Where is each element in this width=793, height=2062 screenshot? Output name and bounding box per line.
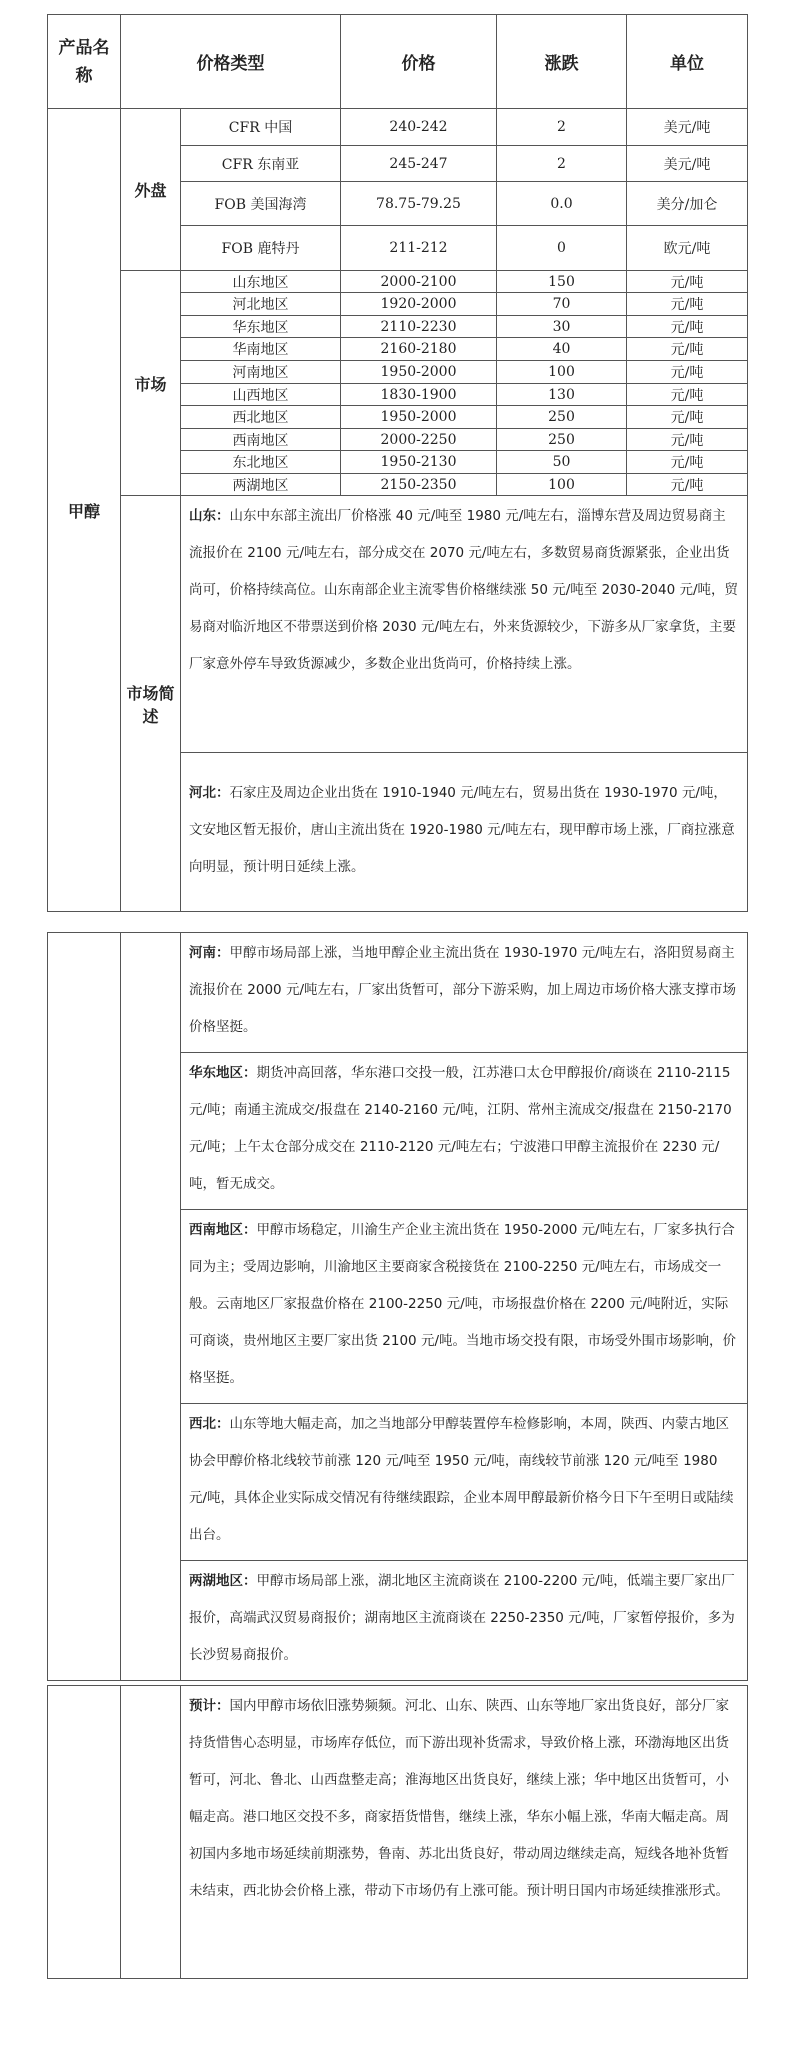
region-text: 国内甲醇市场依旧涨势频频。河北、山东、陕西、山东等地厂家出货良好，部分厂家持货惜售心态明显，市场库存低位，而下游出现补货需求，导致价格上涨，环渤海地区出货暂可，河北、鲁北、山西盘整走高；淮海地区出货良好，继续上涨；华中地区出货暂可，小幅走高。港口地区交投不多，商家捂货惜售，继续上涨，华东小幅上涨，华南大幅走高。周初国内多地市场延续前期涨势，鲁南、苏北出货良好，带动周边继续走高，短线各地补货暂未结束，西北协会价格上涨，带动下市场仍有上涨可能。预计明日国内市场延续推涨形式。 <box>189 1698 729 1899</box>
table-row <box>48 496 748 753</box>
cell-unit: 元/吨 <box>627 271 748 293</box>
table-row <box>48 271 748 293</box>
cell-unit: 美元/吨 <box>627 146 748 182</box>
cell-unit: 元/吨 <box>627 451 748 474</box>
cell-type: 河南地区 <box>181 361 341 384</box>
product-label: 甲醇 <box>48 109 121 912</box>
table-row <box>48 1686 748 1979</box>
brief-section-xibei <box>181 1404 748 1561</box>
cell-unit: 元/吨 <box>627 406 748 429</box>
cell-change: 130 <box>497 384 627 406</box>
cell-unit: 元/吨 <box>627 429 748 451</box>
external-label: 外盘 <box>121 109 181 271</box>
region-label: 山东： <box>189 508 230 524</box>
cell-type: 西南地区 <box>181 429 341 451</box>
region-label: 预计： <box>189 1698 230 1714</box>
cell-price: 2000-2250 <box>341 429 497 451</box>
cell-change: 150 <box>497 271 627 293</box>
cell-type: 两湖地区 <box>181 474 341 496</box>
cell-change: 100 <box>497 474 627 496</box>
cell-unit: 元/吨 <box>627 293 748 316</box>
cell-change: 40 <box>497 338 627 361</box>
cell-unit: 美分/加仑 <box>627 182 748 226</box>
table-header-row <box>48 15 748 109</box>
table-row <box>48 933 748 1053</box>
forecast-section <box>181 1686 748 1979</box>
region-text: 山东等地大幅走高，加之当地部分甲醇装置停车检修影响，本周，陕西、内蒙古地区协会甲醇价格北线较节前涨 120 元/吨至 1950 元/吨，南线较节前涨 120 元/吨至 1980 元/吨，具体企业实际成交情况有待继续跟踪，企业本周甲醇最新价格今日下午至明日或陆续出台。 <box>189 1416 734 1543</box>
region-text: 甲醇市场稳定，川渝生产企业主流出货在 1950-2000 元/吨左右，厂家多执行合同为主；受周边影响，川渝地区主要商家含税接货在 2100-2250 元/吨左右，市场成交一般。云南地区厂家报盘价格在 2100-2250 元/吨，市场报盘价格在 2200 元/吨附近，实际可商谈，贵州地区主要厂家出货 2100 元/吨。当地市场交投有限，市场受外围市场影响，价格坚挺。 <box>189 1222 736 1386</box>
cell-change: 2 <box>497 109 627 146</box>
cell-change: 30 <box>497 316 627 338</box>
cell-type: CFR 东南亚 <box>181 146 341 182</box>
cell-type: FOB 美国海湾 <box>181 182 341 226</box>
region-label: 西北： <box>189 1416 230 1432</box>
brief-section-xinan <box>181 1210 748 1404</box>
cell-change: 250 <box>497 406 627 429</box>
cell-unit: 元/吨 <box>627 361 748 384</box>
header-product-name: 产品名称 <box>48 15 121 109</box>
product-cell-empty <box>48 933 121 1681</box>
cell-change: 250 <box>497 429 627 451</box>
region-label: 两湖地区： <box>189 1573 257 1589</box>
region-text: 石家庄及周边企业出货在 1910-1940 元/吨左右，贸易出货在 1930-1970 元/吨，文安地区暂无报价，唐山主流出货在 1920-1980 元/吨左右，现甲醇市场上涨，厂商拉涨意向明显，预计明日延续上涨。 <box>189 784 735 875</box>
region-text: 甲醇市场局部上涨，当地甲醇企业主流出货在 1930-1970 元/吨左右，洛阳贸易商主流报价在 2000 元/吨左右，厂家出货暂可，部分下游采购，加上周边市场价格大涨支撑市场价格坚挺。 <box>189 945 736 1035</box>
cell-price: 1830-1900 <box>341 384 497 406</box>
price-table <box>47 14 748 912</box>
cell-price: 1950-2130 <box>341 451 497 474</box>
type-cell-empty <box>121 933 181 1681</box>
cell-unit: 元/吨 <box>627 338 748 361</box>
cell-change: 50 <box>497 451 627 474</box>
region-label: 西南地区： <box>189 1222 257 1238</box>
region-label: 河南： <box>189 945 230 961</box>
cell-change: 100 <box>497 361 627 384</box>
cell-type: 东北地区 <box>181 451 341 474</box>
cell-type: 西北地区 <box>181 406 341 429</box>
header-unit: 单位 <box>627 15 748 109</box>
cell-price: 240-242 <box>341 109 497 146</box>
brief-section-hebei <box>181 753 748 912</box>
report-container <box>47 14 747 1979</box>
cell-type: 山西地区 <box>181 384 341 406</box>
brief-section-lianghu <box>181 1561 748 1681</box>
cell-type: CFR 中国 <box>181 109 341 146</box>
type-cell-empty <box>121 1686 181 1979</box>
cell-price: 2110-2230 <box>341 316 497 338</box>
cell-change: 0.0 <box>497 182 627 226</box>
cell-price: 245-247 <box>341 146 497 182</box>
cell-price: 1920-2000 <box>341 293 497 316</box>
cell-price: 2160-2180 <box>341 338 497 361</box>
cell-change: 2 <box>497 146 627 182</box>
cell-type: 河北地区 <box>181 293 341 316</box>
region-label: 华东地区： <box>189 1065 257 1081</box>
cell-unit: 元/吨 <box>627 316 748 338</box>
brief-section-henan <box>181 933 748 1053</box>
region-text: 期货冲高回落，华东港口交投一般，江苏港口太仓甲醇报价/商谈在 2110-2115 元/吨；南通主流成交/报盘在 2140-2160 元/吨，江阴、常州主流成交/报盘在 2150-2170 元/吨；上午太仓部分成交在 2110-2120 元/吨左右；宁波港口甲醇主流报价在 2230 元/吨，暂无成交。 <box>189 1065 732 1192</box>
brief-section-shandong <box>181 496 748 753</box>
cell-price: 2000-2100 <box>341 271 497 293</box>
page-gap <box>47 912 747 932</box>
cell-type: FOB 鹿特丹 <box>181 226 341 271</box>
region-text: 山东中东部主流出厂价格涨 40 元/吨至 1980 元/吨左右，淄博东营及周边贸易商主流报价在 2100 元/吨左右，部分成交在 2070 元/吨左右，多数贸易商货源紧张，企业出货尚可，价格持续高位。山东南部企业主流零售价格继续涨 50 元/吨至 2030-2040 元/吨，贸易商对临沂地区不带票送到价格 2030 元/吨左右，外来货源较少，下游多从厂家拿货，主要厂家意外停车导致货源减少，多数企业出货尚可，价格持续上涨。 <box>189 508 739 672</box>
region-text: 甲醇市场局部上涨，湖北地区主流商谈在 2100-2200 元/吨，低端主要厂家出厂报价，高端武汉贸易商报价；湖南地区主流商谈在 2250-2350 元/吨，厂家暂停报价，多为长沙贸易商报价。 <box>189 1573 735 1663</box>
cell-type: 华南地区 <box>181 338 341 361</box>
header-change: 涨跌 <box>497 15 627 109</box>
cell-price: 1950-2000 <box>341 406 497 429</box>
cell-price: 2150-2350 <box>341 474 497 496</box>
product-cell-empty <box>48 1686 121 1979</box>
region-label: 河北： <box>189 784 230 801</box>
cell-type: 华东地区 <box>181 316 341 338</box>
cell-type: 山东地区 <box>181 271 341 293</box>
brief-label: 市场简述 <box>121 496 181 912</box>
market-label: 市场 <box>121 271 181 496</box>
header-price: 价格 <box>341 15 497 109</box>
cell-unit: 欧元/吨 <box>627 226 748 271</box>
brief-table-continued <box>47 932 748 1681</box>
cell-unit: 元/吨 <box>627 474 748 496</box>
cell-change: 70 <box>497 293 627 316</box>
cell-price: 78.75-79.25 <box>341 182 497 226</box>
cell-price: 1950-2000 <box>341 361 497 384</box>
table-row <box>48 109 748 146</box>
forecast-table <box>47 1685 748 1979</box>
cell-change: 0 <box>497 226 627 271</box>
cell-unit: 美元/吨 <box>627 109 748 146</box>
header-price-type: 价格类型 <box>121 15 341 109</box>
cell-price: 211-212 <box>341 226 497 271</box>
brief-section-huadong <box>181 1053 748 1210</box>
cell-unit: 元/吨 <box>627 384 748 406</box>
